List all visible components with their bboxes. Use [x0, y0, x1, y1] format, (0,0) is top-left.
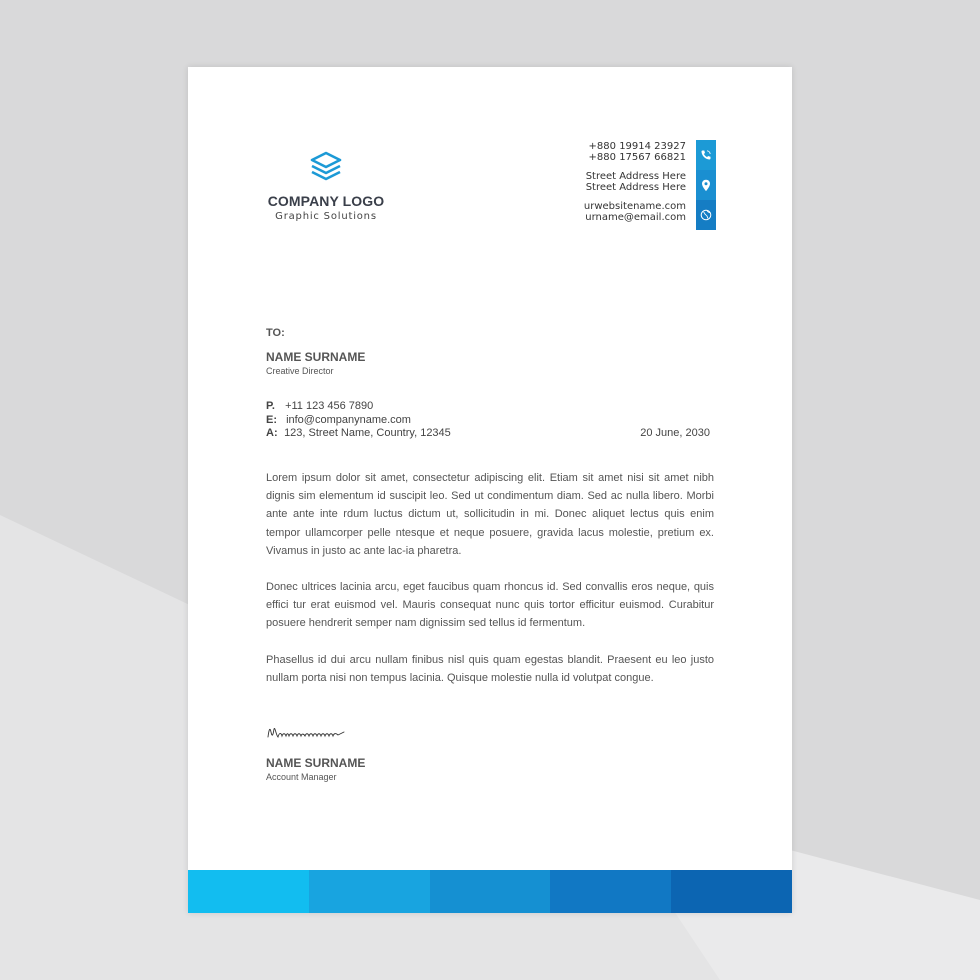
website-link: urwebsitename.com [583, 201, 686, 212]
footer-color-bar [188, 870, 792, 913]
recipient-title: Creative Director [266, 366, 334, 376]
phone-icon [700, 149, 712, 161]
recipient-email: info@companyname.com [286, 414, 411, 426]
company-logo-subtitle: Graphic Solutions [275, 211, 377, 222]
footer-stripe-5 [671, 870, 792, 913]
body-paragraph-2: Donec ultrices lacinia arcu, eget faucibus quam rhoncus id. Sed convallis eros neque, quis effici tur erat euismod vel. Mauris consequat nunc quis tortor efficitur euismod. Curabitur posuere hendrerit semper nam dignissim sed tellus id fermentum. [266, 581, 714, 630]
body-paragraph-3: Phasellus id dui arcu nullam finibus nisl quis quam egestas blandit. Praesent eu leo justo nullam porta nisi non tempus lacinia. Quisque molestie nulla id volutpat congue. [266, 654, 714, 685]
footer-stripe-4 [550, 870, 671, 913]
globe-icon [700, 209, 712, 221]
recipient-address-row [266, 427, 451, 439]
recipient-name: NAME SURNAME [266, 350, 366, 364]
phone-icon-cell [696, 140, 716, 170]
handwritten-signature [266, 723, 346, 745]
recipient-phone: +11 123 456 7890 [285, 400, 374, 412]
phone-number-1: +880 19914 23927 [588, 141, 686, 152]
footer-stripe-1 [188, 870, 309, 913]
sender-name: NAME SURNAME [266, 756, 366, 770]
phone-numbers [584, 141, 686, 171]
street-address-1: Street Address Here [585, 171, 686, 182]
location-icon-cell [696, 170, 716, 200]
street-address-2: Street Address Here [585, 182, 686, 193]
contact-icon-strip [696, 140, 716, 230]
location-pin-icon [700, 179, 712, 192]
footer-stripe-2 [309, 870, 430, 913]
recipient-email-row [266, 414, 411, 426]
letter-date: 20 June, 2030 [640, 427, 710, 439]
letterhead-page [188, 67, 792, 913]
recipient-address: 123, Street Name, Country, 12345 [284, 427, 451, 439]
address-key: A: [266, 427, 278, 439]
recipient-phone-row [266, 400, 373, 412]
to-label: TO: [266, 327, 285, 339]
footer-stripe-3 [430, 870, 551, 913]
globe-icon-cell [696, 200, 716, 230]
header-contact-info [584, 141, 686, 231]
web-contacts [584, 201, 686, 231]
sender-title: Account Manager [266, 772, 337, 782]
company-logo-title: COMPANY LOGO [267, 193, 385, 209]
stacked-layers-icon [309, 151, 343, 185]
body-paragraph-1: Lorem ipsum dolor sit amet, consectetur adipiscing elit. Etiam sit amet nisi sit amet nibh dignis sim elementum id suscipit leo. Sed ut condimentum diam. Sed ac nulla libero. Morbi ante ante inte rdum luctus dictum ut, sollicitudin in mi. Donec aliquet lectus quis enim tempor ullamcorper pelle ntesque et neque posuere, gravida lacus molestie, pretium ex. Vivamus in justo ac ante lac-ia pharetra. [266, 472, 714, 557]
email-address: urname@email.com [585, 212, 686, 223]
company-logo [266, 151, 386, 222]
phone-number-2: +880 17567 66821 [588, 152, 686, 163]
phone-key: P. [266, 400, 275, 412]
street-addresses [584, 171, 686, 201]
email-key: E: [266, 414, 277, 426]
